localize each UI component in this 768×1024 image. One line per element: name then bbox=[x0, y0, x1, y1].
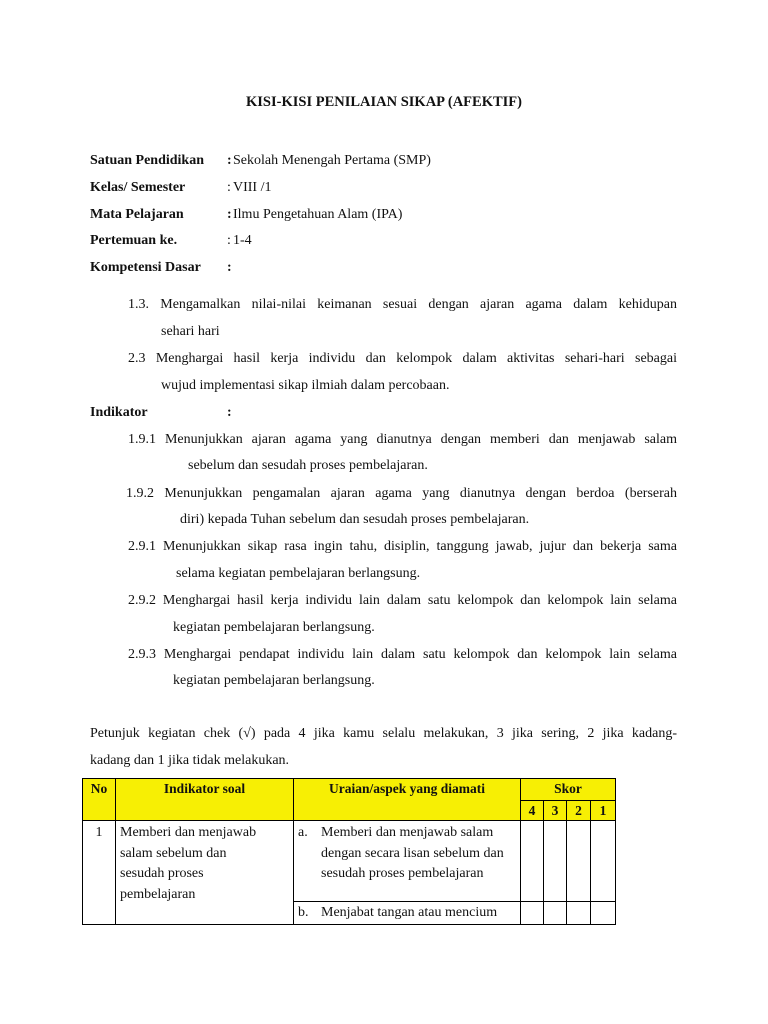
skor-table bbox=[82, 778, 616, 925]
kd-item-2-line1: 2.3 Menghargai hasil kerja individu dan kelompok dalam aktivitas sehari-hari sebagai bbox=[128, 351, 677, 366]
cell-no bbox=[83, 821, 116, 925]
score-checkbox-2[interactable] bbox=[567, 821, 591, 902]
label-pertemuan: Pertemuan ke. bbox=[90, 233, 178, 248]
colon: : bbox=[227, 207, 232, 222]
label-kompetensi-dasar: Kompetensi Dasar bbox=[90, 260, 201, 275]
petunjuk-line1: Petunjuk kegiatan chek (√) pada 4 jika kamu selalu melakukan, 3 jika sering, 2 jika kadang- bbox=[90, 726, 677, 741]
row-indikator-text: Memberi dan menjawab salam sebelum dan sesudah proses pembelajaran bbox=[120, 825, 257, 902]
skor-col-1: 1 bbox=[591, 801, 616, 821]
label-indikator: Indikator bbox=[90, 405, 148, 420]
document-title: KISI-KISI PENILAIAN SIKAP (AFEKTIF) bbox=[246, 94, 522, 110]
indikator-item-1-line2: sebelum dan sesudah proses pembelajaran. bbox=[188, 458, 428, 473]
score-checkbox-3[interactable] bbox=[544, 902, 567, 925]
skor-col-4: 4 bbox=[521, 801, 544, 821]
indikator-item-5-line2: kegiatan pembelajaran berlangsung. bbox=[173, 673, 375, 688]
table-row bbox=[83, 821, 616, 902]
skor-col-3: 3 bbox=[544, 801, 567, 821]
score-checkbox-3[interactable] bbox=[544, 821, 567, 902]
value-kelas-semester: VIII /1 bbox=[233, 180, 272, 195]
indikator-item-4-line2: kegiatan pembelajaran berlangsung. bbox=[173, 620, 375, 635]
cell-indikator bbox=[116, 821, 294, 925]
score-checkbox-1[interactable] bbox=[591, 821, 616, 902]
indikator-item-2-line2: diri) kepada Tuhan sebelum dan sesudah proses pembelajaran. bbox=[180, 512, 530, 527]
indikator-item-5-line1: 2.9.3 Menghargai pendapat individu lain dalam satu kelompok dan kelompok lain selama bbox=[128, 647, 677, 662]
label-satuan-pendidikan: Satuan Pendidikan bbox=[90, 153, 204, 168]
score-checkbox-2[interactable] bbox=[567, 902, 591, 925]
colon: : bbox=[227, 260, 232, 275]
indikator-item-2-line1: 1.9.2 Menunjukkan pengamalan ajaran agama yang dianutnya dengan berdoa (berserah bbox=[126, 486, 677, 501]
colon: : bbox=[227, 153, 232, 168]
score-checkbox-4[interactable] bbox=[521, 902, 544, 925]
item-text-b: Menjabat tangan atau mencium bbox=[321, 905, 498, 920]
item-text-a: Memberi dan menjawab salam dengan secara lisan sebelum dan sesudah proses pembelajaran bbox=[321, 825, 504, 881]
score-checkbox-1[interactable] bbox=[591, 902, 616, 925]
row-number: 1 bbox=[95, 825, 103, 840]
kd-item-2-line2: wujud implementasi sikap ilmiah dalam percobaan. bbox=[161, 378, 450, 393]
header-indikator-soal: Indikator soal bbox=[116, 779, 294, 821]
header-no: No bbox=[83, 779, 116, 821]
value-pertemuan: 1-4 bbox=[233, 233, 252, 248]
colon: : bbox=[227, 180, 231, 195]
label-kelas-semester: Kelas/ Semester bbox=[90, 180, 186, 195]
petunjuk-line2: kadang dan 1 jika tidak melakukan. bbox=[90, 753, 290, 768]
value-mata-pelajaran: Ilmu Pengetahuan Alam (IPA) bbox=[233, 207, 403, 222]
kd-item-1-line2: sehari hari bbox=[161, 324, 220, 339]
colon: : bbox=[227, 405, 232, 420]
indikator-item-4-line1: 2.9.2 Menghargai hasil kerja individu lain dalam satu kelompok dan kelompok lain selama bbox=[128, 593, 677, 608]
skor-col-2: 2 bbox=[567, 801, 591, 821]
header-skor: Skor bbox=[521, 779, 616, 801]
indikator-item-3-line1: 2.9.1 Menunjukkan sikap rasa ingin tahu, disiplin, tanggung jawab, jujur dan bekerja sama bbox=[128, 539, 677, 554]
indikator-item-3-line2: selama kegiatan pembelajaran berlangsung. bbox=[176, 566, 421, 581]
label-mata-pelajaran: Mata Pelajaran bbox=[90, 207, 184, 222]
value-satuan-pendidikan: Sekolah Menengah Pertama (SMP) bbox=[233, 153, 431, 168]
header-uraian: Uraian/aspek yang diamati bbox=[294, 779, 521, 821]
item-mark-b: b. bbox=[298, 905, 309, 920]
item-mark-a: a. bbox=[298, 825, 308, 840]
score-checkbox-4[interactable] bbox=[521, 821, 544, 902]
indikator-item-1-line1: 1.9.1 Menunjukkan ajaran agama yang dianutnya dengan memberi dan menjawab salam bbox=[128, 432, 677, 447]
kd-item-1-line1: 1.3. Mengamalkan nilai-nilai keimanan sesuai dengan ajaran agama dalam kehidupan bbox=[128, 297, 677, 312]
colon: : bbox=[227, 233, 231, 248]
cell-uraian-b bbox=[294, 902, 521, 925]
cell-uraian-a bbox=[294, 821, 521, 902]
